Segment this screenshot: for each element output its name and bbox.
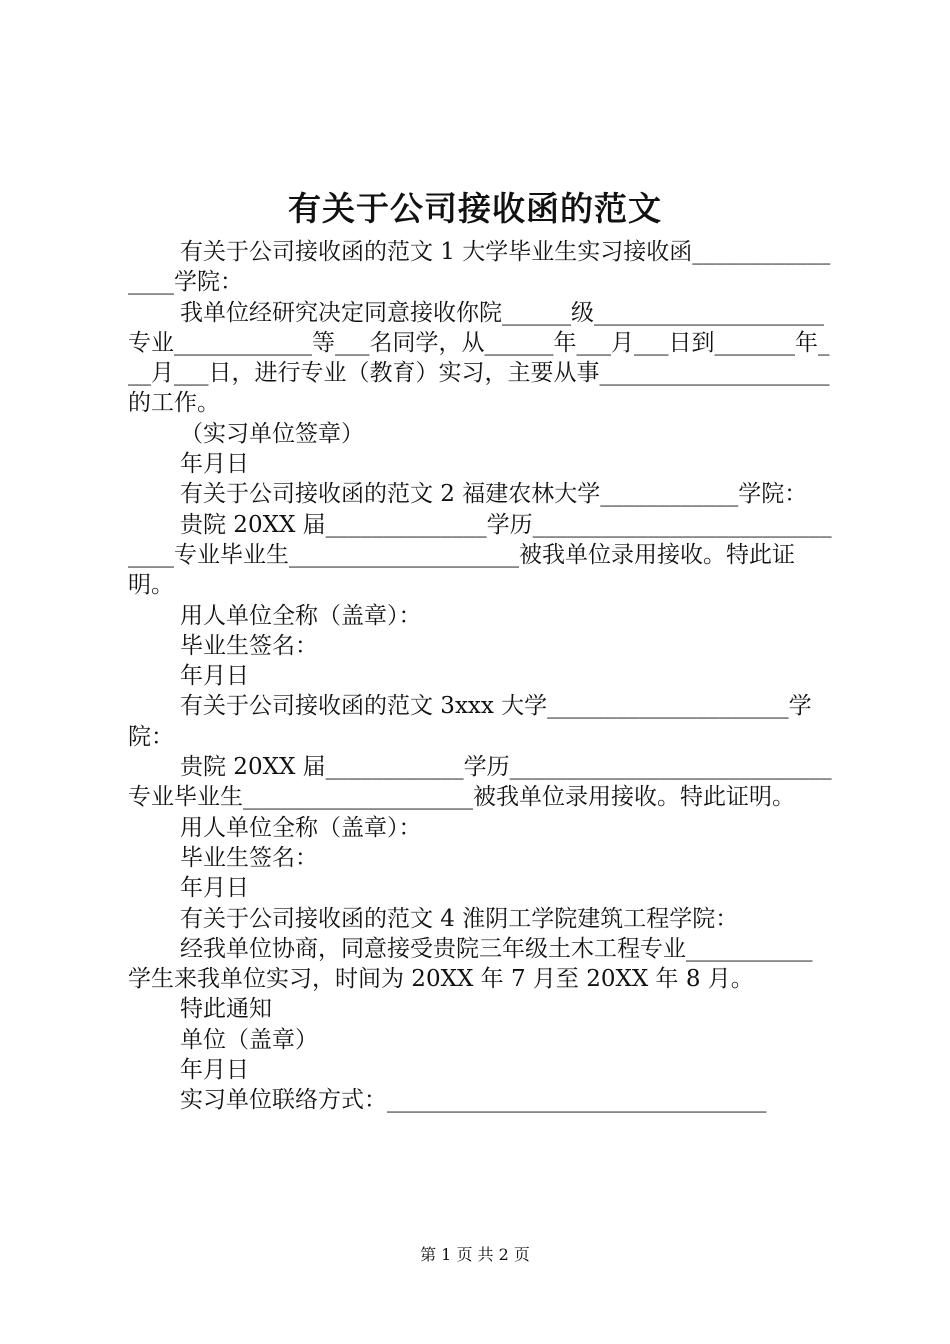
document-title: 有关于公司接收函的范文: [288, 189, 662, 228]
paragraph: 年月日: [180, 1057, 249, 1084]
paragraph: 实习单位联络方式：_________________________________: [180, 1087, 767, 1114]
paragraph: 贵院 20XX 届______________学历______________________________专业毕业生____________________被我单位录用接收。特此证明。: [128, 511, 832, 599]
paragraph: 有关于公司接收函的范文 3xxx 大学_____________________学院：: [128, 693, 812, 750]
paragraph: 有关于公司接收函的范文 1 大学毕业生实习接收函________________学院：: [128, 239, 831, 296]
paragraph: 单位（盖章）: [180, 1026, 318, 1053]
paragraph: 用人单位全称（盖章）：: [180, 602, 422, 629]
paragraph: （实习单位签章）: [180, 420, 364, 447]
paragraph: 有关于公司接收函的范文 2 福建农林大学____________学院：: [180, 481, 808, 508]
paragraph: 有关于公司接收函的范文 4 淮阴工学院建筑工程学院：: [180, 905, 739, 932]
paragraph: 毕业生签名：: [180, 844, 318, 871]
document-body: [128, 237, 832, 1116]
paragraph: 年月日: [180, 663, 249, 690]
paragraph: 毕业生签名：: [180, 632, 318, 659]
paragraph: 经我单位协商，同意接受贵院三年级土木工程专业___________学生来我单位实习，时间为 20XX 年 7 月至 20XX 年 8 月。: [128, 935, 813, 993]
paragraph: 年月日: [180, 875, 249, 902]
paragraph: 用人单位全称（盖章）：: [180, 814, 422, 841]
paragraph: 特此通知: [180, 996, 272, 1023]
paragraph: 贵院 20XX 届____________学历____________________________专业毕业生____________________被我单位录用接收。特此证明。: [128, 754, 832, 811]
paragraph: 年月日: [180, 451, 249, 478]
page-footer: 第 1 页 共 2 页: [420, 1245, 530, 1264]
paragraph: 我单位经研究决定同意接收你院______级____________________专业____________等___名同学，从______年___月___日到_______年___月___日，进行专业（教育）实习，主要从事____________________的工作。: [128, 299, 830, 417]
